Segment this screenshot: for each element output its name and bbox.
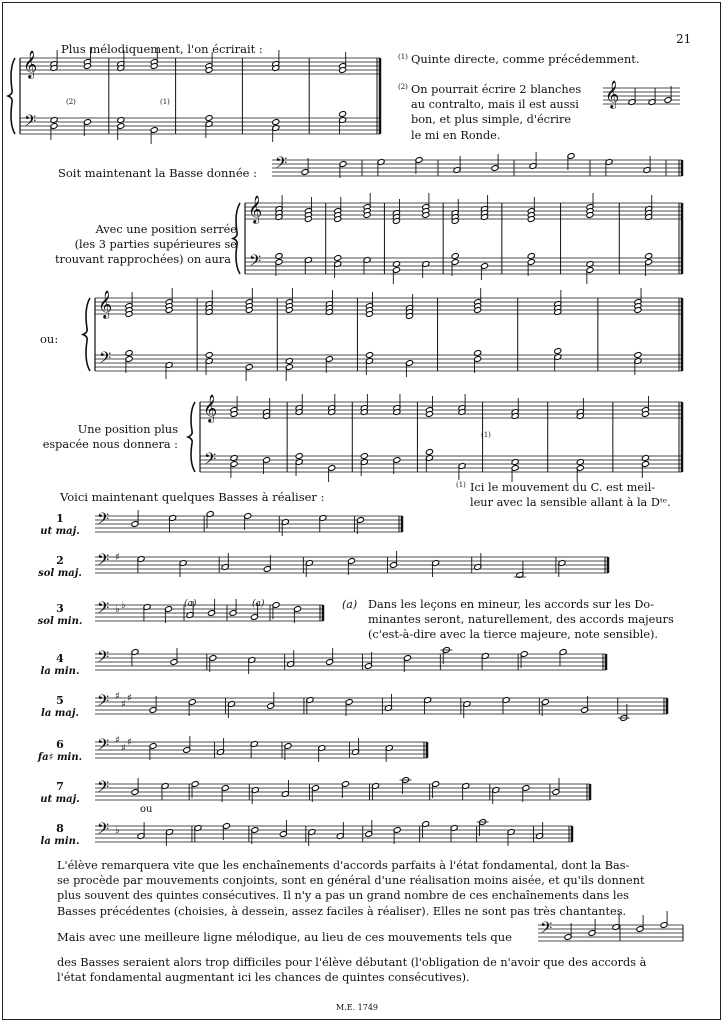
note1-mark: (1) — [398, 53, 408, 61]
small-mark: (1) — [481, 431, 491, 439]
key-signature: ♯ — [115, 552, 120, 563]
key-signature: ♯ — [127, 693, 132, 704]
close-position-line: Avec une position serrée — [95, 223, 237, 236]
treble-clef: 𝄞 — [203, 394, 218, 422]
exercise-number: 2 — [56, 554, 64, 567]
exercise-key: sol min. — [37, 616, 83, 627]
exercise-number: 6 — [56, 738, 64, 751]
tenor-note — [365, 352, 373, 359]
note2-line: au contralto, mais il est aussi — [411, 98, 579, 112]
note2-line: On pourrait écrire 2 blanches — [411, 83, 582, 96]
note2-mark: (2) — [398, 83, 408, 91]
treble-clef: 𝄞 — [605, 80, 620, 108]
open-position-line: Une position plus — [77, 423, 178, 436]
tenor-note — [425, 449, 433, 456]
tenor-note — [554, 348, 562, 355]
paragraph-2-first: Mais avec une meilleure ligne mélodique, au lieu de ces mouvements tels que — [57, 930, 512, 944]
close-position-line: trouvant rapprochées) on aura : — [55, 253, 239, 267]
exercise-key: la min. — [40, 666, 80, 677]
tenor-note — [334, 255, 342, 262]
key-signature: ♯ — [127, 737, 132, 748]
exercise-number: 5 — [56, 694, 64, 707]
tenor-note — [634, 352, 642, 359]
exercise-number: 1 — [56, 512, 64, 525]
tenor-note — [339, 111, 347, 118]
bass-clef: 𝄢 — [97, 692, 110, 714]
note-mineur-mark: (a) — [342, 598, 358, 611]
tenor-note — [295, 453, 303, 460]
paragraph-line: des Basses seraient alors trop difficiles pour l'élève débutant (l'obligation de n'avoir que des accords à — [57, 956, 647, 969]
basses-intro: Voici maintenant quelques Basses à réaliser : — [60, 490, 325, 504]
exercise-number: 4 — [56, 652, 64, 665]
exercise-number: 8 — [56, 822, 64, 835]
exercise-key: la maj. — [41, 708, 79, 719]
annot-a: (a) — [252, 599, 265, 609]
exercise-key: fa♯ min. — [37, 752, 83, 763]
bass-clef: 𝄢 — [97, 736, 110, 758]
key-signature: ♭ — [121, 600, 126, 611]
key-signature: ♯ — [115, 735, 120, 746]
intro-line: Plus mélodiquement, l'on écrirait : — [61, 42, 263, 56]
footer-catalog: M.E. 1749 — [336, 1003, 379, 1012]
note2-line: bon, et plus simple, d'écrire — [411, 113, 572, 127]
exercise-number: 7 — [56, 780, 64, 793]
key-signature: ♯ — [121, 743, 126, 754]
bass-clef: 𝄢 — [97, 551, 110, 573]
bass-clef: 𝄢 — [99, 349, 112, 371]
system-brace — [188, 402, 195, 472]
treble-clef: 𝄞 — [98, 290, 113, 318]
treble-clef: 𝄞 — [248, 195, 263, 223]
bass-clef: 𝄢 — [275, 154, 288, 176]
paragraph-line: se procède par mouvements conjoints, sont en général d'une réalisation moins aisée, et qu'ils donnent — [57, 874, 645, 888]
paragraph-line: plus souvent des quintes consécutives. Il n'y a pas un grand nombre de ces enchaînements dans les — [57, 889, 629, 903]
annot-a: (a) — [184, 599, 197, 609]
exercise-key: ut maj. — [40, 794, 80, 805]
bass-clef: 𝄢 — [97, 648, 110, 670]
key-signature: ♯ — [115, 691, 120, 702]
exercise-key: la min. — [40, 836, 80, 847]
treble-clef: 𝄞 — [23, 50, 38, 78]
close-position-line: (les 3 parties supérieures se — [74, 238, 237, 252]
footnote-mouvement-mark: (1) — [456, 481, 466, 489]
bass-clef: 𝄢 — [540, 919, 553, 941]
tenor-note — [205, 352, 213, 359]
open-position-line: espacée nous donnera : — [42, 438, 178, 452]
tenor-note — [272, 119, 280, 126]
paragraph-line: L'élève remarquera vite que les enchaînements d'accords parfaits à l'état fondamental, dont la Bas- — [57, 859, 630, 872]
ou-label: ou: — [40, 332, 59, 346]
key-signature: ♭ — [115, 604, 120, 615]
small-mark: (2) — [66, 98, 76, 106]
page-number: 21 — [676, 32, 692, 46]
tenor-note — [360, 453, 368, 460]
bass-clef: 𝄢 — [249, 252, 262, 274]
note1-text: Quinte directe, comme précédemment. — [411, 52, 640, 66]
bass-given-label: Soit maintenant la Basse donnée : — [58, 166, 257, 180]
system-brace — [233, 203, 240, 274]
paragraph-line: l'état fondamental augmentant ici les chances de quintes consécutives). — [57, 971, 470, 985]
bass-clef: 𝄢 — [97, 820, 110, 842]
footnote-line: Ici le mouvement du C. est meil- — [470, 481, 656, 494]
exercise-key: ut maj. — [40, 526, 80, 537]
exercise-number: 3 — [56, 602, 64, 615]
note2-line: le mi en Ronde. — [411, 128, 501, 142]
small-mark: (1) — [160, 98, 170, 106]
footnote-line: leur avec la sensible allant à la Dᵗᵉ. — [470, 496, 671, 510]
exercise-key: sol maj. — [38, 568, 82, 579]
paragraph-line: Basses précédentes (choisies, à dessein, assez faciles à réaliser). Elles ne sont pas très chantantes. — [57, 904, 627, 918]
key-signature: ♭ — [115, 825, 120, 836]
bass-clef: 𝄢 — [97, 599, 110, 621]
bass-clef: 𝄢 — [97, 778, 110, 800]
system-brace — [83, 298, 90, 371]
ou-small: ou — [140, 804, 153, 815]
bass-clef: 𝄢 — [97, 510, 110, 532]
bass-clef: 𝄢 — [204, 450, 217, 472]
bass-clef: 𝄢 — [24, 112, 37, 134]
note-mineur-line: (c'est-à-dire avec la tierce majeure, note sensible). — [368, 628, 659, 642]
note-mineur-line: minantes seront, naturellement, des accords majeurs — [368, 613, 674, 627]
system-brace — [8, 58, 15, 134]
note-mineur-line: Dans les leçons en mineur, les accords sur les Do- — [368, 598, 655, 611]
key-signature: ♯ — [121, 699, 126, 710]
tenor-note — [205, 115, 213, 122]
